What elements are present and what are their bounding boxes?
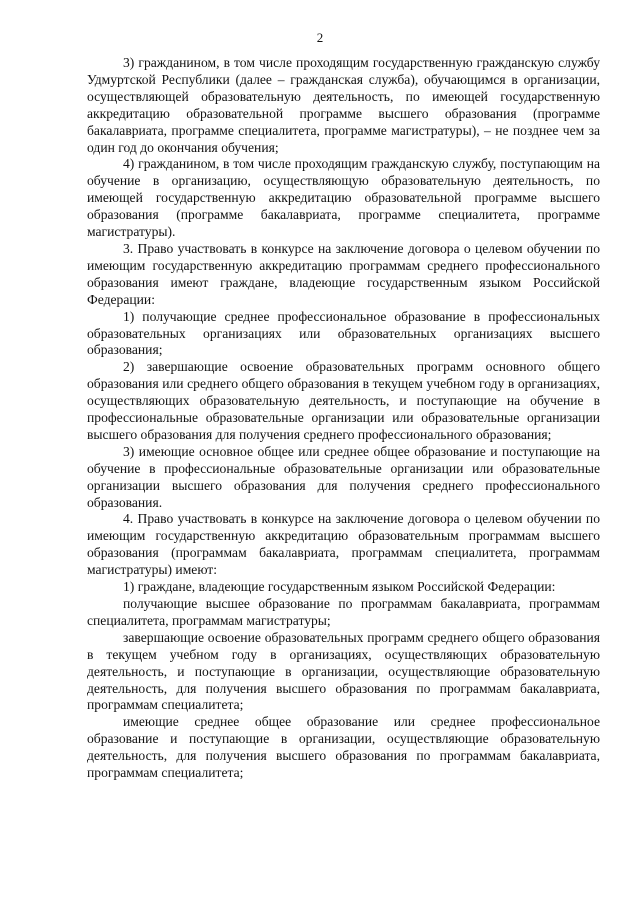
page-number: 2 [316, 30, 324, 45]
paragraph-10: завершающие освоение образовательных программ среднего общего образования в текущем учебном году в организациях, осуществляющих образовательную деятельность, и поступающие в организации, осуществляющие образовательную деятельность, для получения высшего образования по программам бакалавриата, программам специалитета; [87, 629, 600, 713]
paragraph-11: имеющие среднее общее образование или среднее профессиональное образование и поступающие в организации, осуществляющие образовательную деятельность, для получения высшего образования по программам бакалавриата, программам специалитета; [87, 714, 600, 781]
paragraph-8: 1) граждане, владеющие государственным языком Российской Федерации: [123, 579, 556, 595]
paragraph-5: 2) завершающие освоение образовательных программ основного общего образования или среднего общего образования в текущем учебном году в организациях, осуществляющих образовательную деятельность, и поступающие на обучение в профессиональные образовательные организации или образовательные организации высшего образования для получения среднего профессионального образования; [87, 359, 600, 442]
paragraph-6: 3) имеющие основное общее или среднее общее образование и поступающие на обучение в профессиональные образовательные организации или образовательные организации высшего образования для получения среднего профессионального образования. [87, 443, 600, 510]
paragraph-4: 1) получающие среднее профессиональное образование в профессиональных образовательных организациях или образовательных организациях высшего образования; [87, 308, 600, 358]
paragraph-9: получающие высшее образование по программам бакалавриата, программам специалитета, программам магистратуры; [87, 596, 600, 628]
paragraph-3: 3. Право участвовать в конкурсе на заключение договора о целевом обучении по имеющим государственную аккредитацию программам среднего профессионального образования имеют граждане, владеющие государственным языком Российской Федерации: [87, 240, 600, 307]
paragraph-1: 3) гражданином, в том числе проходящим государственную гражданскую службу Удмуртской Республики (далее – гражданская служба), обучающимся в организации, осуществляющей образовательную деятельность, по имеющей государственную аккредитацию образовательной программе высшего образования (программе бакалавриата, программе специалитета, программе магистратуры), – не позднее чем за один год до окончания обучения; [87, 55, 600, 155]
paragraph-2: 4) гражданином, в том числе проходящим гражданскую службу, поступающим на обучение в организацию, осуществляющую образовательную деятельность, по имеющей государственную аккредитацию образовательной программе высшего образования (программе бакалавриата, программе специалитета, программе магистратуры). [87, 156, 600, 240]
paragraph-7: 4. Право участвовать в конкурсе на заключение договора о целевом обучении по имеющим государственную аккредитацию образовательным программам высшего образования (программам бакалавриата, программам специалитета, программам магистратуры) имеют: [87, 511, 600, 578]
document-body [87, 55, 600, 782]
